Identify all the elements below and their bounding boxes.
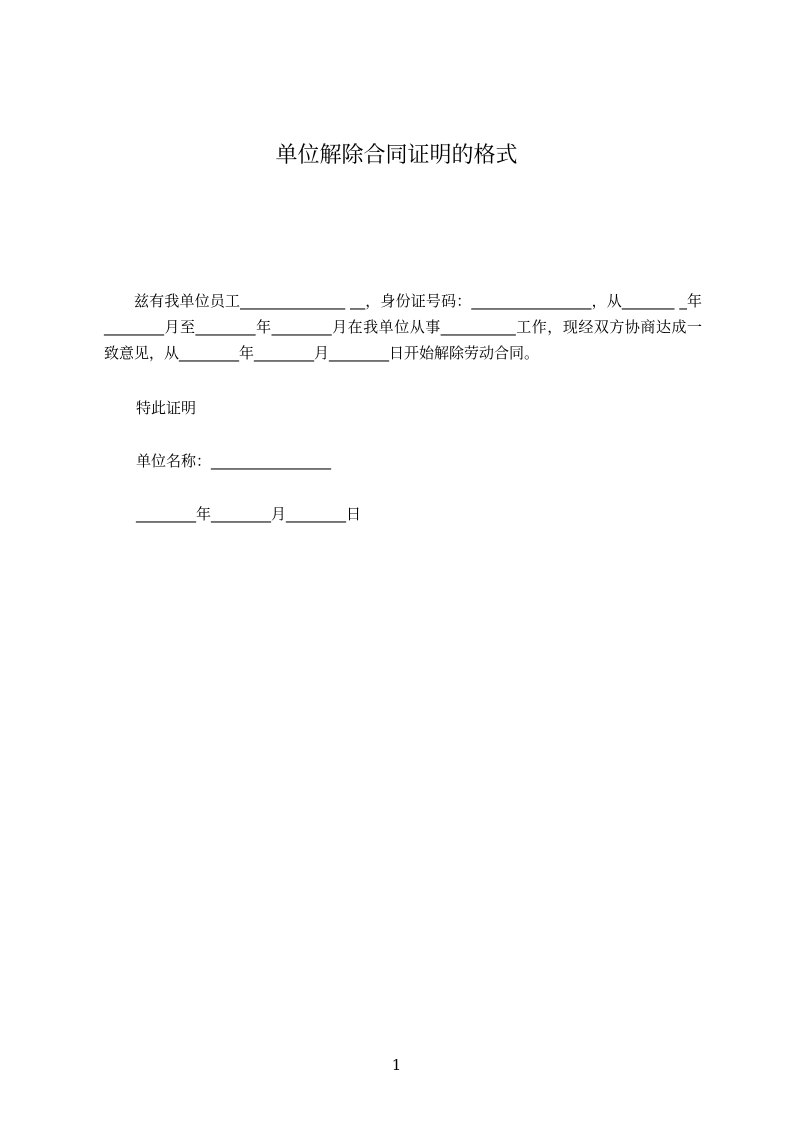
document-title: 单位解除合同证明的格式 xyxy=(275,143,518,168)
body-paragraph: 兹有我单位员工______________ __，身份证号码：________________，从_______ _年________月至________年________月在我单位从事__________工作，现经双方协商达成一致意见，从________年________月________日开始解除劳动合同。 xyxy=(104,292,702,362)
page-number: 1 xyxy=(391,1056,402,1074)
closing-text: 特此证明 xyxy=(136,399,197,417)
unit-name-line: 单位名称：________________ xyxy=(136,452,332,470)
date-line: ________年________月________日 xyxy=(136,505,362,523)
